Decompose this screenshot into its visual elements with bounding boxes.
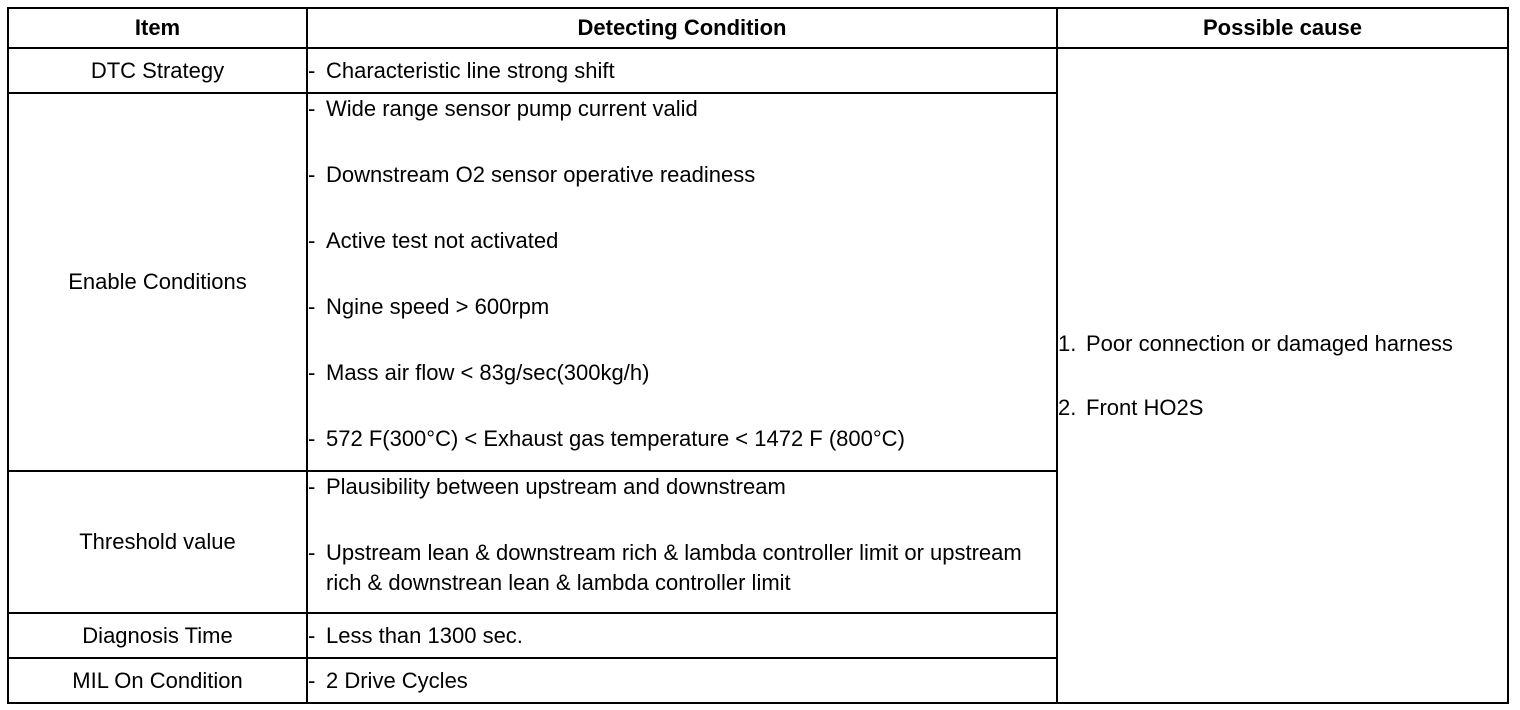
condition-text: 2 Drive Cycles	[326, 668, 468, 693]
bullet-dash: -	[308, 668, 316, 693]
cause-number: 2.	[1058, 394, 1077, 420]
condition-text: Characteristic line strong shift	[326, 58, 615, 83]
condition-line	[308, 666, 1056, 696]
condition-line	[308, 472, 1056, 502]
cause-text: Poor connection or damaged harness	[1086, 330, 1453, 356]
dtc-table	[7, 7, 1509, 704]
condition-text: Less than 1300 sec.	[326, 623, 523, 648]
condition-line	[308, 94, 1056, 124]
item-cell: Diagnosis Time	[8, 613, 307, 658]
cause-item	[1058, 393, 1507, 423]
bullet-dash: -	[308, 474, 316, 499]
bullet-dash: -	[308, 540, 316, 565]
condition-line	[308, 621, 1056, 651]
condition-cell	[307, 613, 1057, 658]
item-cell: MIL On Condition	[8, 658, 307, 703]
condition-line	[308, 424, 1056, 454]
condition-text: Wide range sensor pump current valid	[326, 96, 698, 121]
bullet-dash: -	[308, 96, 316, 121]
condition-cell	[307, 93, 1057, 471]
condition-text: Upstream lean & downstream rich & lambda controller limit or upstream rich & downstrean lean & lambda controller limit	[326, 540, 1022, 595]
condition-text: 572 F(300°C) < Exhaust gas temperature < 1472 F (800°C)	[326, 426, 905, 451]
condition-text: Downstream O2 sensor operative readiness	[326, 162, 756, 187]
condition-cell	[307, 658, 1057, 703]
condition-text: Mass air flow < 83g/sec(300kg/h)	[326, 360, 650, 385]
bullet-dash: -	[308, 426, 316, 451]
condition-line	[308, 160, 1056, 190]
bullet-dash: -	[308, 228, 316, 253]
header-possible-cause: Possible cause	[1057, 8, 1508, 48]
bullet-dash: -	[308, 58, 316, 83]
bullet-dash: -	[308, 162, 316, 187]
bullet-dash: -	[308, 623, 316, 648]
cause-item	[1058, 329, 1507, 359]
condition-line	[308, 358, 1056, 388]
item-cell: Enable Conditions	[8, 93, 307, 471]
condition-line	[308, 292, 1056, 322]
item-cell: DTC Strategy	[8, 48, 307, 93]
cause-text: Front HO2S	[1086, 394, 1204, 420]
condition-text: Ngine speed > 600rpm	[326, 294, 550, 319]
cause-number: 1.	[1058, 330, 1077, 356]
condition-text: Plausibility between upstream and downstream	[326, 474, 786, 499]
condition-cell	[307, 48, 1057, 93]
condition-line	[308, 56, 1056, 86]
table-row	[8, 48, 1508, 93]
bullet-dash: -	[308, 360, 316, 385]
condition-text: Active test not activated	[326, 228, 559, 253]
possible-cause-cell	[1057, 48, 1508, 703]
condition-line	[308, 226, 1056, 256]
item-cell: Threshold value	[8, 471, 307, 613]
condition-cell	[307, 471, 1057, 613]
header-item: Item	[8, 8, 307, 48]
bullet-dash: -	[308, 294, 316, 319]
condition-line	[308, 538, 1056, 598]
header-detecting-condition: Detecting Condition	[307, 8, 1057, 48]
header-row	[8, 8, 1508, 48]
